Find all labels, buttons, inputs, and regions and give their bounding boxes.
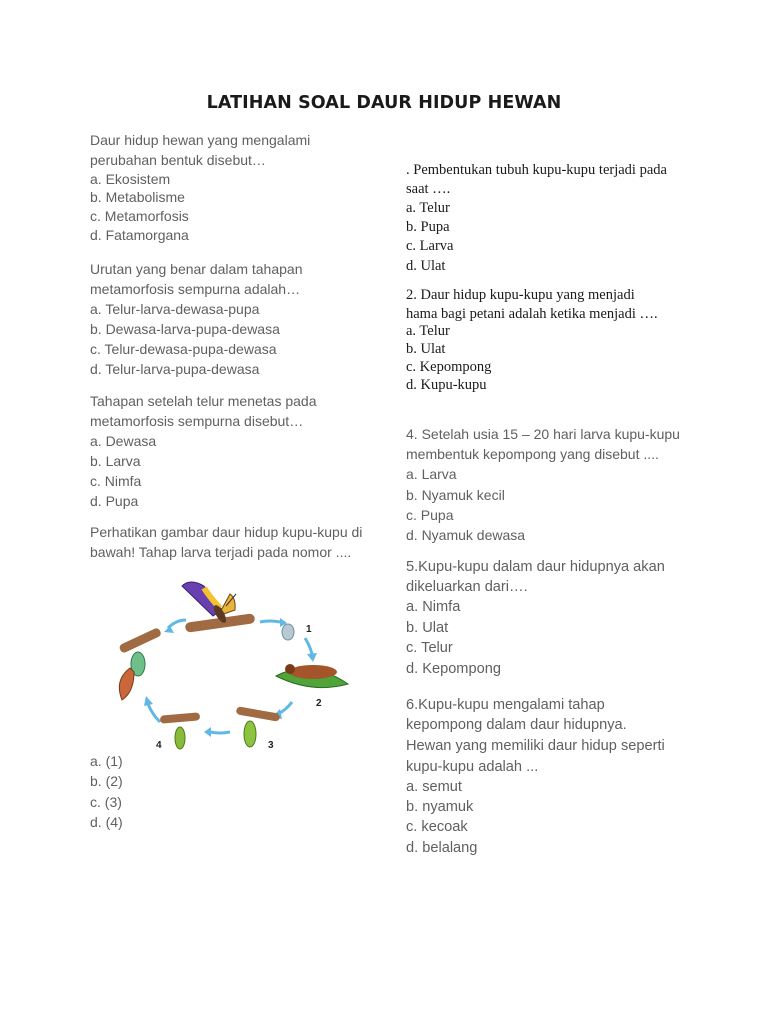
question-text: Hewan yang memiliki daur hidup seperti [406,738,665,754]
option-c: c. (3) [90,794,122,810]
option-b: b. Nyamuk kecil [406,487,505,503]
option-a: a. (1) [90,753,123,769]
option-d: d. Kupu-kupu [406,377,487,393]
option-d: d. Nyamuk dewasa [406,527,526,543]
stage-label-3: 3 [268,740,274,751]
question-text: membentuk kepompong yang disebut .... [406,446,659,462]
option-a: a. Nimfa [406,599,461,615]
option-d: d. Kepompong [406,661,501,677]
option-c: c. Kepompong [406,359,492,375]
question-text: dikeluarkan dari…. [406,579,528,595]
option-a: a. Larva [406,466,457,482]
question-text: metamorfosis sempurna adalah… [90,281,301,297]
question-text: metamorfosis sempurna disebut… [90,413,304,429]
option-c: c. Telur [406,640,453,656]
question-text: Tahapan setelah telur menetas pada [90,393,317,409]
option-a: a. Telur [406,323,450,339]
option-a: a. Dewasa [90,433,157,449]
chrysalis-icon [236,706,281,747]
option-a: a. Telur-larva-dewasa-pupa [90,301,260,317]
caterpillar-icon [276,664,348,688]
option-a: a. semut [406,779,462,795]
option-c: c. Larva [406,238,454,254]
question-text: hama bagi petani adalah ketika menjadi …. [406,306,658,322]
option-a: a. Telur [406,200,450,216]
question-text: 2. Daur hidup kupu-kupu yang menjadi [406,287,635,303]
option-b: b. Pupa [406,219,450,235]
question-text: saat …. [406,181,451,197]
question-text: Daur hidup hewan yang mengalami [90,132,311,148]
option-b: b. (2) [90,773,123,789]
option-c: c. kecoak [406,819,468,835]
option-b: b. nyamuk [406,799,474,815]
stage-label-1: 1 [306,624,312,635]
question-text: kupu-kupu adalah ... [406,759,539,775]
option-d: d. Pupa [90,493,139,509]
stage-label-2: 2 [316,698,322,709]
question-text: Perhatikan gambar daur hidup kupu-kupu di [90,524,363,540]
question-text: Urutan yang benar dalam tahapan [90,261,303,277]
option-c: c. Telur-dewasa-pupa-dewasa [90,341,277,357]
adult-butterfly-icon [182,582,255,633]
question-text: 5.Kupu-kupu dalam daur hidupnya akan [406,559,665,575]
option-c: c. Pupa [406,507,454,523]
option-d: d. Telur-larva-pupa-dewasa [90,361,260,377]
stage-label-4: 4 [156,740,162,751]
emerging-butterfly-icon [118,627,162,700]
option-d: d. belalang [406,840,478,856]
option-c: c. Nimfa [90,473,142,489]
option-b: b. Dewasa-larva-pupa-dewasa [90,321,280,337]
question-text: kepompong dalam daur hidupnya. [406,717,627,733]
page-title: LATIHAN SOAL DAUR HIDUP HEWAN [206,93,562,113]
question-text: perubahan bentuk disebut… [90,152,266,168]
question-text: 6.Kupu-kupu mengalami tahap [406,697,605,713]
question-text: 4. Setelah usia 15 – 20 hari larva kupu-kupu [406,426,680,442]
option-b: b. Ulat [406,341,446,357]
option-d: d. Fatamorgana [90,227,189,243]
chrysalis-icon [160,712,201,749]
option-a: a. Ekosistem [90,171,171,187]
question-text: bawah! Tahap larva terjadi pada nomor .... [90,544,352,560]
butterfly-life-cycle-diagram [100,576,380,756]
option-b: b. Ulat [406,620,449,636]
egg-icon [282,624,294,640]
option-d: d. Ulat [406,258,446,274]
option-b: b. Larva [90,453,141,469]
question-text: . Pembentukan tubuh kupu-kupu terjadi pada [406,162,667,178]
option-d: d. (4) [90,814,123,830]
option-c: c. Metamorfosis [90,208,189,224]
option-b: b. Metabolisme [90,189,185,205]
